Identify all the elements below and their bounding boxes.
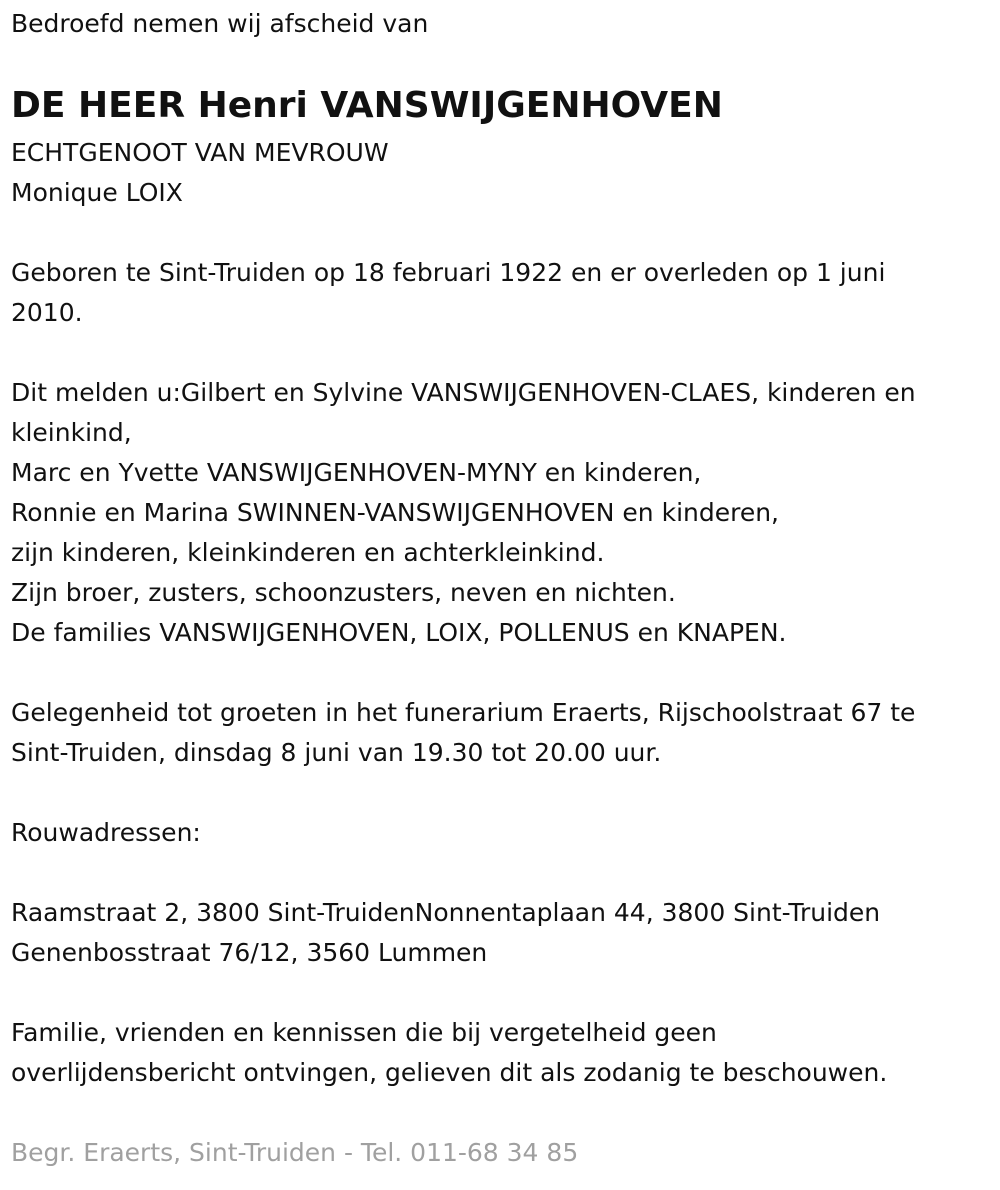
deceased-name: DE HEER Henri VANSWIJGENHOVEN xyxy=(11,85,723,126)
addresses-block xyxy=(11,893,880,973)
announcement-line: De families VANSWIJGENHOVEN, LOIX, POLLENUS en KNAPEN. xyxy=(11,618,787,647)
condolence-heading: Rouwadressen: xyxy=(11,818,201,847)
notice-block xyxy=(11,1013,887,1093)
spouse-title: ECHTGENOOT VAN MEVROUW xyxy=(11,138,389,167)
birth-death-line: 2010. xyxy=(11,298,83,327)
announcement-line: Marc en Yvette VANSWIJGENHOVEN-MYNY en kinderen, xyxy=(11,458,702,487)
funeral-home-footer: Begr. Eraerts, Sint-Truiden - Tel. 011-68 34 85 xyxy=(11,1138,579,1167)
visitation-block xyxy=(11,693,915,773)
announcement-line: kleinkind, xyxy=(11,418,132,447)
birth-death-line: Geboren te Sint-Truiden op 18 februari 1922 en er overleden op 1 juni xyxy=(11,258,886,287)
announcement-line: zijn kinderen, kleinkinderen en achterkleinkind. xyxy=(11,538,605,567)
spouse-block xyxy=(11,133,389,213)
condolence-heading-block xyxy=(11,813,201,853)
visitation-line: Sint-Truiden, dinsdag 8 juni van 19.30 tot 20.00 uur. xyxy=(11,738,662,767)
visitation-line: Gelegenheid tot groeten in het funerarium Eraerts, Rijschoolstraat 67 te xyxy=(11,698,916,727)
notice-line: overlijdensbericht ontvingen, gelieven dit als zodanig te beschouwen. xyxy=(11,1058,888,1087)
notice-line: Familie, vrienden en kennissen die bij vergetelheid geen xyxy=(11,1018,717,1047)
spouse-name: Monique LOIX xyxy=(11,178,183,207)
birth-death-block xyxy=(11,253,885,333)
announcement-block xyxy=(11,373,916,653)
announcement-line: Dit melden u:Gilbert en Sylvine VANSWIJGENHOVEN-CLAES, kinderen en xyxy=(11,378,916,407)
intro-text: Bedroefd nemen wij afscheid van xyxy=(11,9,429,38)
announcement-line: Zijn broer, zusters, schoonzusters, neven en nichten. xyxy=(11,578,676,607)
address-line: Genenbosstraat 76/12, 3560 Lummen xyxy=(11,938,488,967)
announcement-line: Ronnie en Marina SWINNEN-VANSWIJGENHOVEN en kinderen, xyxy=(11,498,780,527)
address-line: Raamstraat 2, 3800 Sint-TruidenNonnentaplaan 44, 3800 Sint-Truiden xyxy=(11,898,881,927)
